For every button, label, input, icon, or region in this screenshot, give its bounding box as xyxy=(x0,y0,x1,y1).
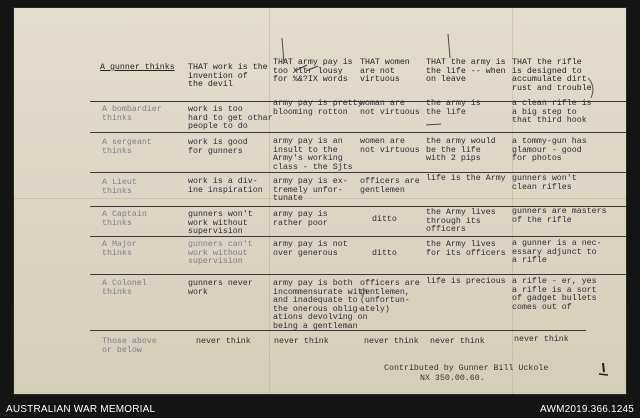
row-cell-rifle: a tommy-gun has glamour - good for photos xyxy=(512,137,587,164)
archive-credit: AUSTRALIAN WAR MEMORIAL xyxy=(6,404,156,415)
header-cell-rank: A gunner thinks xyxy=(100,63,175,72)
row-cell-rifle: a rifle - er, yes a rifle is a sort of gadget bullets comes out of xyxy=(512,277,597,312)
row-rank-label: Those above or below xyxy=(102,337,157,355)
header-cell-pay: THAT army pay is too Xltr lousy for %&?IX words xyxy=(273,58,353,85)
row-cell-rifle: gunners won't clean rifles xyxy=(512,174,577,192)
row-cell-army: the army would be the life with 2 pips xyxy=(426,137,496,164)
row-cell-pay: army pay is an insult to the Army's working class - the Sjts xyxy=(273,137,353,172)
row-cell-work: never think xyxy=(196,337,251,346)
row-cell-work: gunners never work xyxy=(188,279,253,297)
row-rank-label: A Lieut thinks xyxy=(102,178,137,196)
row-cell-army: the Army lives through its officers xyxy=(426,208,496,235)
row-cell-women: officers are gentlemen xyxy=(360,177,420,195)
row-cell-rifle: gunners are masters of the rifle xyxy=(512,207,607,225)
row-cell-rifle: a clean rifle is a big step to that third hook xyxy=(512,99,592,126)
document-page xyxy=(14,8,626,394)
row-cell-work: gunners won't work without supervision xyxy=(188,210,253,237)
row-cell-army: the Army lives for its officers xyxy=(426,240,506,258)
row-cell-pay: army pay is ex- tremely unfor- tunate xyxy=(273,177,348,204)
header-cell-army: THAT the army is the life -- when on leave xyxy=(426,58,506,85)
catalogue-number: AWM2019.366.1245 xyxy=(539,404,634,415)
row-rank-label: A sergeant thinks xyxy=(102,138,152,156)
row-cell-women: ditto xyxy=(372,249,397,258)
row-cell-work: work is good for gunners xyxy=(188,138,248,156)
row-rank-label: A Major thinks xyxy=(102,240,137,258)
row-rank-label: A Captain thinks xyxy=(102,210,147,228)
row-cell-women: never think xyxy=(364,337,419,346)
row-cell-pay: army pay is not over generous xyxy=(273,240,348,258)
header-cell-women: THAT women are not virtuous xyxy=(360,58,410,85)
row-cell-pay: never think xyxy=(274,337,329,346)
row-cell-army: never think xyxy=(430,337,485,346)
row-cell-women: ditto xyxy=(372,215,397,224)
row-cell-army: the army is the life xyxy=(426,99,481,117)
row-rank-label: A Colonel thinks xyxy=(102,279,147,297)
row-cell-work: work is too hard to get othar people to do xyxy=(188,105,273,132)
row-cell-work: gunners can't work without supervision xyxy=(188,240,253,267)
row-cell-women: woman are not virtuous xyxy=(360,99,420,117)
row-cell-work: work is a div- ine inspiration xyxy=(188,177,263,195)
header-cell-work: THAT work is the invention of the devil xyxy=(188,63,268,90)
pen-marks xyxy=(14,8,626,394)
service-number: NX 350.00.60. xyxy=(420,374,485,383)
row-cell-rifle: never think xyxy=(514,335,569,344)
row-rank-label: A bombardier thinks xyxy=(102,105,162,123)
row-cell-pay: army pay is both incommensurate with and inadequate to the onerous oblig- ations devolving on being a gentleman xyxy=(273,279,368,331)
row-cell-pay: army pay is pretty blooming rotton xyxy=(273,99,363,117)
row-cell-rifle: a gunner is a nec- essary adjunct to a rifle xyxy=(512,239,602,266)
row-cell-women: women are not virtuous xyxy=(360,137,420,155)
header-cell-rifle: THAT the rifle is designed to accumulate dirt rust and trouble xyxy=(512,58,592,93)
row-cell-women: officers are gentlemen, (unfortun- ately) xyxy=(360,279,420,314)
row-cell-army: life is precious xyxy=(426,277,506,286)
row-cell-pay: army pay is rather poor xyxy=(273,210,328,228)
row-cell-army: life is the Army xyxy=(426,174,506,183)
contributor-line: Contributed by Gunner Bill Uckole xyxy=(384,364,549,373)
